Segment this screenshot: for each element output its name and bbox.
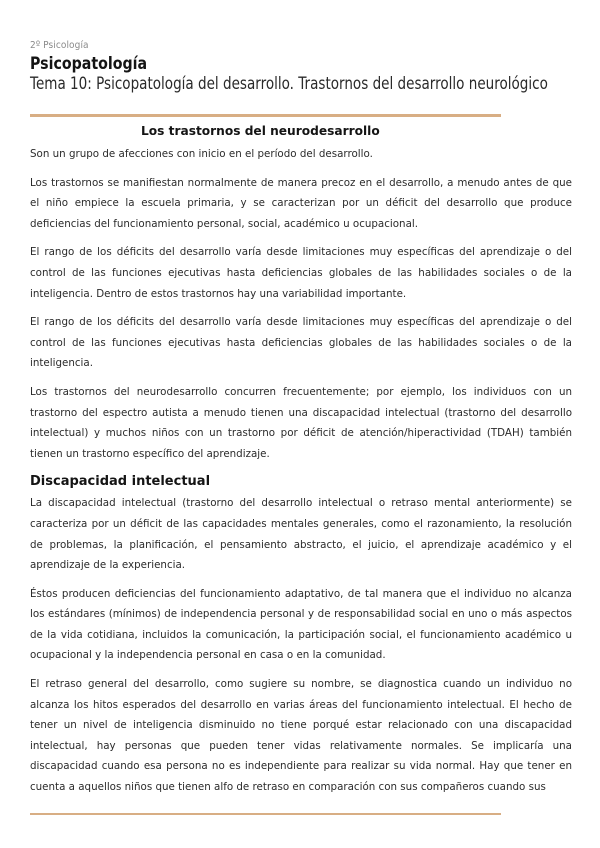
paragraph: Éstos producen deficiencias del funcionamiento adaptativo, de tal manera que el individuo no alcanza los estándares (mínimos) de independencia personal y de responsabilidad social en uno o más aspectos de la vida cotidiana, incluidos la comunicación, la participación social, el funcionamiento académico u ocupacional y la independencia personal en casa o en la comunidad.: [30, 587, 572, 662]
paragraph: La discapacidad intelectual (trastorno del desarrollo intelectual o retraso mental anteriormente) se caracteriza por un déficit de las capacidades mentales generales, como el razonamiento, la resolución de problemas, la planificación, el pensamiento abstracto, el juicio, el aprendizaje académico y el aprendizaje de la experiencia.: [30, 497, 572, 572]
paragraph: El rango de los déficits del desarrollo varía desde limitaciones muy específicas del aprendizaje o del control de las funciones ejecutivas hasta deficiencias globales de las habilidades sociales o de la inteligencia. Dentro de estos trastornos hay una variabilidad importante.: [30, 246, 572, 300]
topic-title: Tema 10: Psicopatología del desarrollo. Trastornos del desarrollo neurológico: [30, 74, 548, 93]
document-body: [30, 124, 572, 806]
paragraph: Los trastornos del neurodesarrollo concurren frecuentemente; por ejemplo, los individuos con un trastorno del espectro autista a menudo tienen una discapacidad intelectual (trastorno del desarrollo intelectual) y muchos niños con un trastorno por déficit de atención/hiperactividad (TDAH) también tienen un trastorno específico del aprendizaje.: [30, 385, 572, 460]
paragraph: Son un grupo de afecciones con inicio en el período del desarrollo.: [30, 148, 373, 160]
paragraph: El retraso general del desarrollo, como sugiere su nombre, se diagnostica cuando un individuo no alcanza los hitos esperados del desarrollo en varias áreas del funcionamiento intelectual. El hecho de tener un nivel de inteligencia disminuido no tiene porqué estar relacionado con una discapacidad intelectual, hay personas que pueden tener vidas relativamente normales. Se implicaría una discapacidad cuando esa persona no es independiente para realizar su vida normal. Hay que tener en cuenta a aquellos niños que tienen alfo de retraso en comparación con sus compañeros cuando sus: [30, 678, 572, 794]
subject-title: Psicopatología: [30, 54, 148, 73]
footer-divider: [30, 813, 501, 815]
course-label: 2º Psicología: [30, 40, 89, 51]
paragraph: El rango de los déficits del desarrollo varía desde limitaciones muy específicas del aprendizaje o del control de las funciones ejecutivas hasta deficiencias globales de las habilidades sociales o de la inteligencia.: [30, 316, 572, 370]
header-divider: [30, 114, 501, 117]
section-heading-discapacidad: Discapacidad intelectual: [30, 474, 211, 490]
page-header: [30, 40, 575, 93]
paragraph: Los trastornos se manifiestan normalmente de manera precoz en el desarrollo, a menudo antes de que el niño empiece la escuela primaria, y se caracterizan por un déficit del desarrollo que produce deficiencias del funcionamiento personal, social, académico u ocupacional.: [30, 176, 572, 230]
section-heading-neurodesarrollo: Los trastornos del neurodesarrollo: [141, 124, 380, 138]
